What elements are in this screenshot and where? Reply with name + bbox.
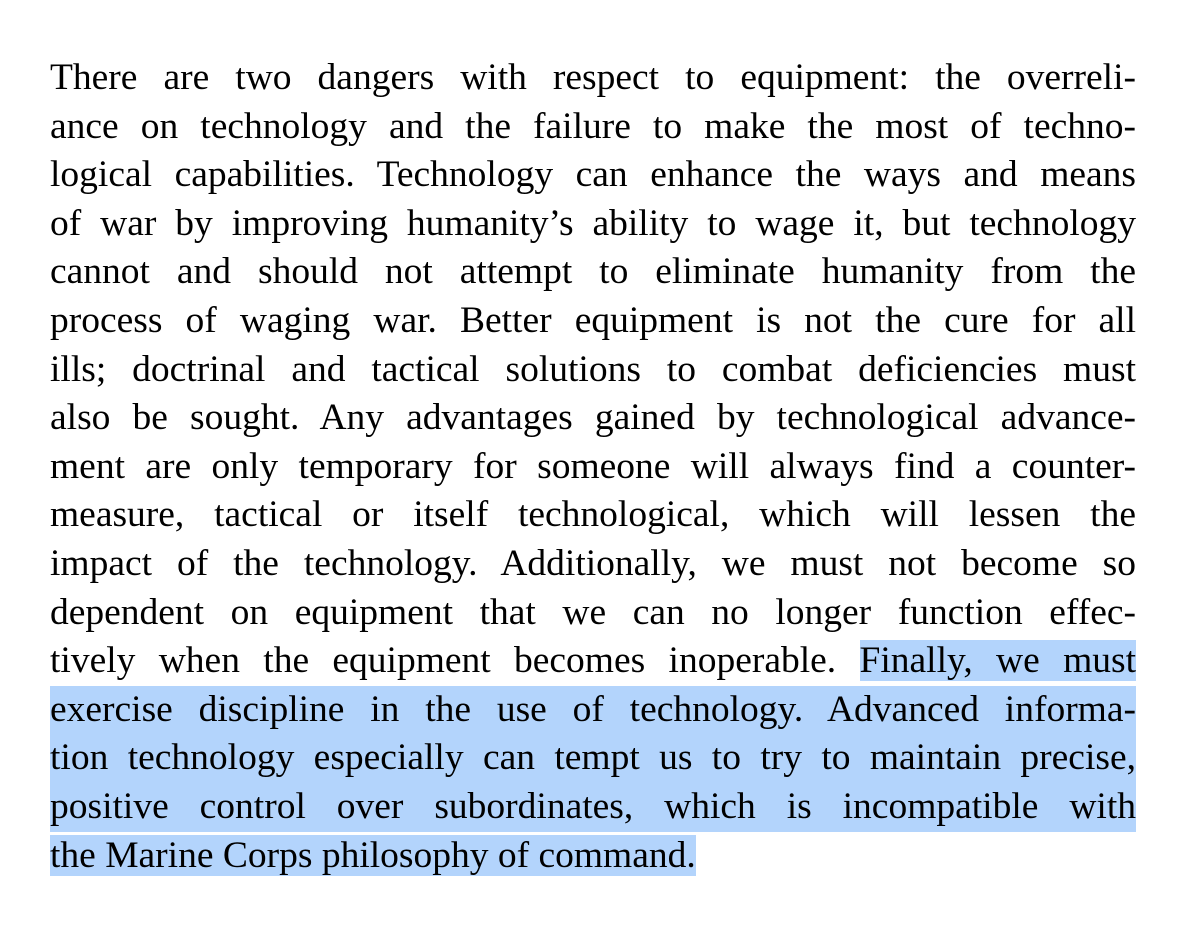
text-line-13[interactable] (50, 637, 1136, 686)
selected-line-1[interactable]: exercise discipline in the use of technology. Advanced informa- (50, 686, 1136, 735)
text-line-11[interactable]: impact of the technology. Additionally, we must not become so (50, 542, 1136, 584)
text-line-1[interactable]: There are two dangers with respect to equipment: the overreli- (50, 57, 1136, 98)
text-line-13-plain[interactable]: tively when the equipment becomes inoperable. (50, 640, 860, 682)
text-line-5[interactable]: cannot and should not attempt to eliminate humanity from the (50, 251, 1136, 293)
text-line-6[interactable]: process of waging war. Better equipment is not the cure for all (50, 299, 1136, 341)
paragraph[interactable] (50, 54, 1136, 880)
text-line-9[interactable]: ment are only temporary for someone will always find a counter- (50, 445, 1136, 487)
selection-start[interactable]: Finally, we must (859, 640, 1136, 682)
text-line-10[interactable]: measure, tactical or itself technological, which will lessen the (50, 494, 1136, 536)
selected-line-3[interactable]: positive control over subordinates, which is incompatible with (50, 783, 1136, 832)
text-line-2[interactable]: ance on technology and the failure to make the most of techno- (50, 105, 1136, 147)
selected-line-2[interactable]: tion technology especially can tempt us to try to maintain precise, (50, 734, 1136, 783)
text-line-4[interactable]: of war by improving humanity’s ability to wage it, but technology (50, 202, 1136, 244)
text-line-7[interactable]: ills; doctrinal and tactical solutions to combat deficiencies must (50, 348, 1136, 390)
text-line-8[interactable]: also be sought. Any advantages gained by technological advance- (50, 397, 1136, 439)
selected-line-final[interactable]: the Marine Corps philosophy of command. (50, 834, 696, 876)
text-line-3[interactable]: logical capabilities. Technology can enhance the ways and means (50, 154, 1136, 196)
text-line-12[interactable]: dependent on equipment that we can no longer function effec- (50, 591, 1136, 633)
selected-line-final-wrapper[interactable] (50, 832, 1136, 881)
